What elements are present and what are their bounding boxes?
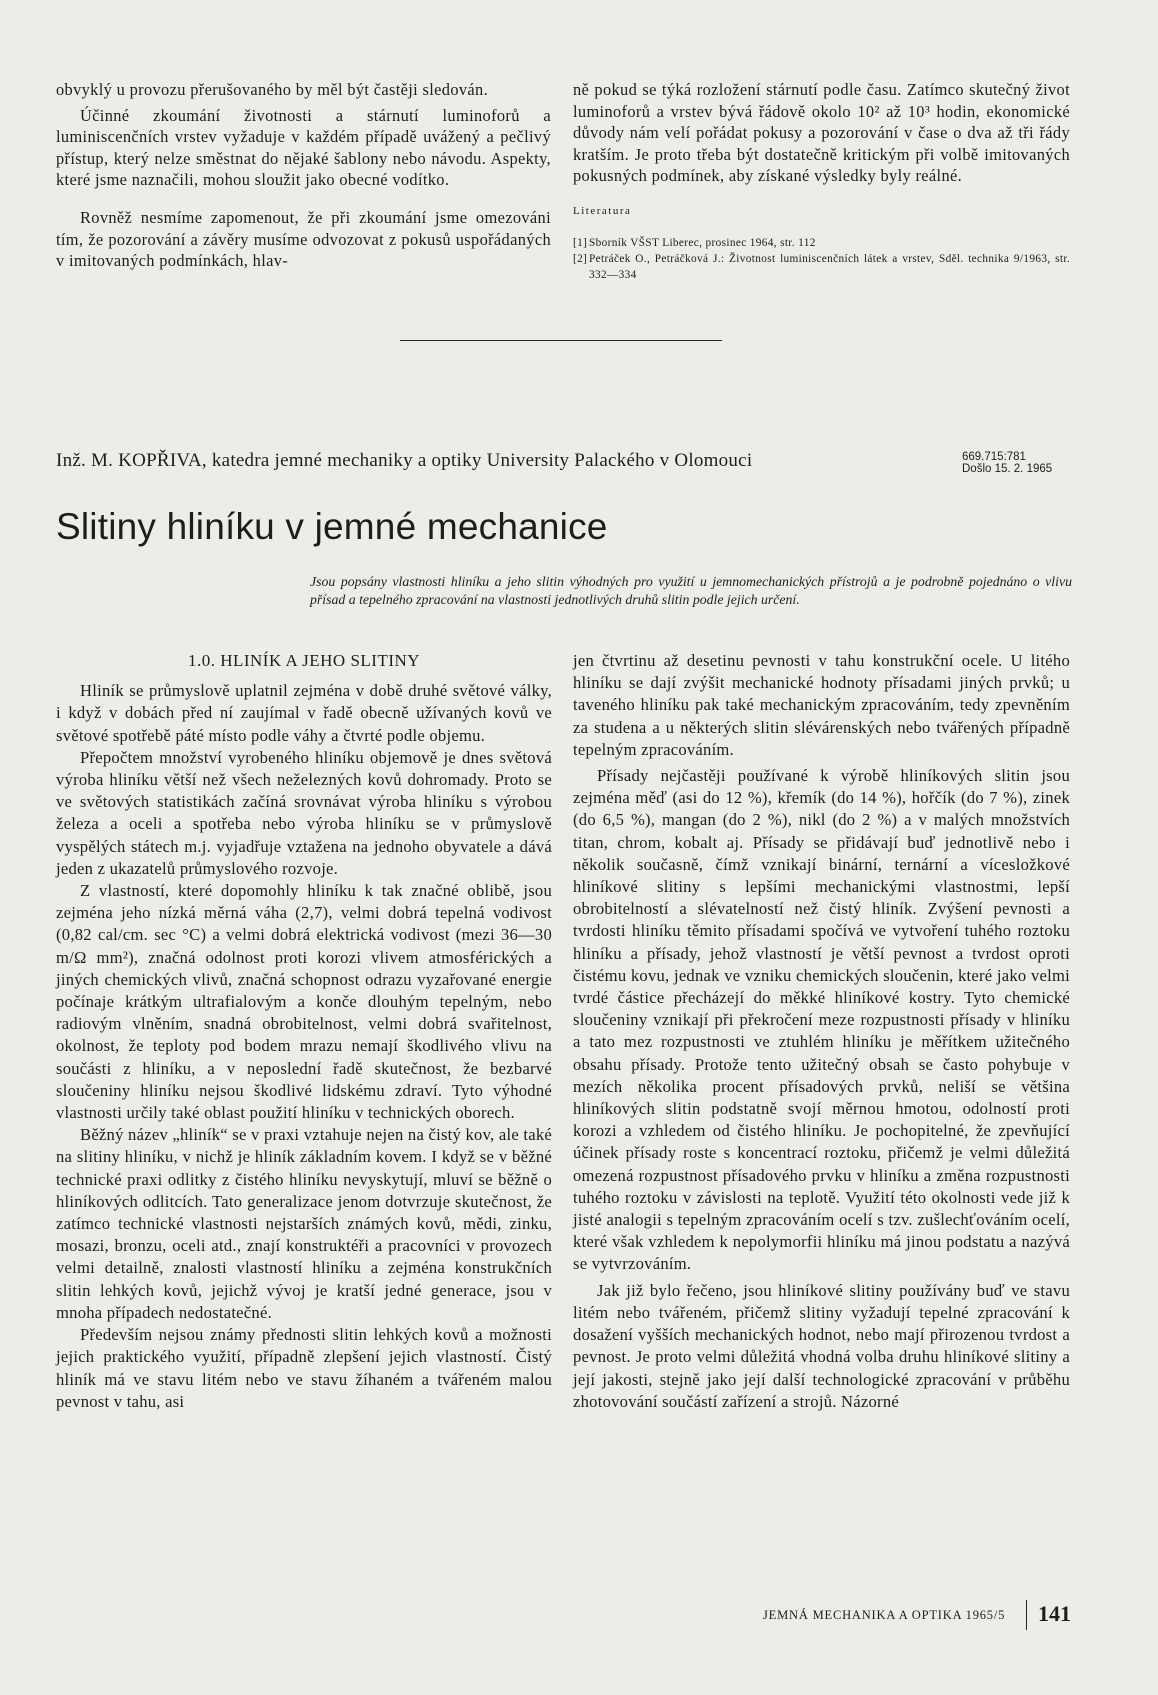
paragraph: Jak již bylo řečeno, jsou hliníkové slitiny používány buď ve stavu litém nebo tvářeném, přičemž slitiny vyžadují tepelné zpracování k dosažení vyšších mechanických hodnot, nebo mají přirozenou tvrdost a pevnost. Je proto velmi důležitá vhodná volba druhu hliníkové slitiny a její jakosti, stejně jako její další technologické zpracování v průběhu zhotovování součástí zařízení a strojů. Názorné bbox=[573, 1280, 1070, 1411]
article-left-column bbox=[56, 650, 552, 1413]
top-left-column bbox=[56, 79, 551, 272]
footer-divider bbox=[1026, 1600, 1027, 1630]
literature-heading: Literatura bbox=[573, 204, 632, 217]
journal-footer: JEMNÁ MECHANIKA A OPTIKA 1965/5 bbox=[763, 1608, 1006, 1622]
article-right-column bbox=[573, 650, 1070, 1413]
paragraph: jen čtvrtinu až desetinu pevnosti v tahu konstrukční ocele. U litého hliníku se dají zvýšit mechanické hodnoty přísadami jiných prvků; u taveného hliníku pak také mechanickým zpracováním, tedy zpevněním za studena a u některých slitin slévárenských nebo tvářených případně tepelným zpracováním. bbox=[573, 651, 1070, 759]
literature-item-number: [2] bbox=[573, 252, 588, 265]
paragraph-text: ně pokud se týká rozložení stárnutí podle času. Zatímco skutečný život luminoforů a vrstev bývá řádově okolo 10² až 10³ hodin, ekonomické důvody nám velí pořádat pokusy a pozorování v čase o dva až tři řády kratším. Je proto třeba být dostatečně kritickým při volbě imitovaných pokusných podmínek, aby získané výsledky byly reálné. bbox=[573, 80, 1070, 186]
section-heading: 1.0. HLINÍK A JEHO SLITINY bbox=[187, 651, 421, 670]
section-divider bbox=[400, 340, 722, 341]
literature-item-text: Sborník VŠST Liberec, prosinec 1964, str. 112 bbox=[589, 236, 816, 249]
article-title: Slitiny hliníku v jemné mechanice bbox=[56, 506, 608, 547]
paragraph: Především nejsou známy přednosti slitin lehkých kovů a možnosti jejich praktického využití, případně zlepšení jejich vlastností. Čistý hliník má ve stavu litém nebo ve stavu žíhaném a tvářeném malou pevnost v tahu, asi bbox=[56, 1325, 552, 1411]
paragraph: Přepočtem množství vyrobeného hliníku objemově je dnes světová výroba hliníku větší než všech neželezných kovů dohromady. Proto se ve světových statistikách začíná srovnávat výroba hliníku s výrobou železa a oceli a spotřeba nebo výroba hliníku se v průmyslově vyspělých státech m.j. vyjadřuje vztažena na jednoho obyvatele a dává jeden z ukazatelů průmyslového rozvoje. bbox=[56, 747, 552, 878]
article-abstract: Jsou popsány vlastnosti hliníku a jeho slitin výhodných pro využití u jemnomechanických přístrojů a je podrobně pojednáno o vlivu přísad a tepelného zpracování na vlastnosti jednotlivých druhů slitin podle jejich určení. bbox=[310, 574, 1072, 607]
paragraph: Přísady nejčastěji používané k výrobě hliníkových slitin jsou zejména měď (asi do 12 %), křemík (do 14 %), hořčík (do 7 %), zinek (do 6,5 %), mangan (do 2 %), nikl (do 2 %) a v malých množstvích titan, chrom, kobalt aj. Přísady se přidávají buď jednotlivě nebo i několik současně, čímž vznikají binární, ternární a vícesložkové hliníkové slitiny s lepšími mechanickými vlastnostmi, lepší obrobitelností a slévatelností než čistý hliník. Zvýšení pevnosti a tvrdosti hliníku těmito přísadami spočívá ve vytvoření tuhého roztoku hliníku a přísady, jehož vlastností je větší pevnost a tvrdost oproti čistému kovu, jednak ve vzniku chemických sloučenin, které jako velmi tvrdé částice přecházejí do měkké hliníkové kostry. Tyto chemické sloučeniny vznikají při překročení meze rozpustnosti přísady v hliníku a tato mez rozpustnosti ve ztuhlém hliníku je měřítkem užitečného obsahu přísady. Protože tento užitečný obsah se často pohybuje v mezích několika procent přísadových prvků, neliší se většina hliníkových slitin podstatně svojí měrnou hmotou, odolností proti korozi a vzhledem od čistého hliníku. Je pochopitelné, že zpevňující účinek přísady roste s koncentrací roztoku, přičemž je velmi důležitá omezená rozpustnost přísadového prvku v hliníku a změna rozpustnosti tuhého roztoku v závislosti na teplotě. Využití této okolnosti vede již k jisté analogii s tepelným zpracováním ocelí s tzv. zušlechťováním ocelí, které však vzhledem k nepolymorfii hliníku má jinou podstatu a nazývá se vytvrzováním. bbox=[573, 766, 1070, 1274]
top-right-column bbox=[573, 79, 1070, 283]
received-date: Došlo 15. 2. 1965 bbox=[962, 463, 1053, 475]
paragraph bbox=[573, 79, 1070, 187]
paragraph: Rovněž nesmíme zapomenout, že při zkoumání jsme omezováni tím, že pozorování a závěry musíme odvozovat z pokusů uspořádaných v imitovaných podmínkách, hlav- bbox=[56, 207, 551, 271]
paragraph: Z vlastností, které dopomohly hliníku k tak značné oblibě, jsou zejména jeho nízká měrná váha (2,7), velmi dobrá tepelná vodivost (0,82 cal/cm. sec °C) a velmi dobrá elektrická vodivost (mezi 36—30 m/Ω mm²), značná odolnost proti korozi vlivem atmosférických a jiných chemických vlivů, značná schopnost odrazu vyzařované energie počínaje krátkým ultrafialovým a konče dlouhým tepelným, nebo radiovým vlněním, snadná obrobitelnost, velmi dobrá svařitelnost, okolnost, že teploty pod bodem mrazu nemají škodlivého vlivu na součásti z hliníku, a v neposlední řadě skutečnost, že bezbarvé sloučeniny hliníku nejsou škodlivé lidskému zdraví. Tyto výhodné vlastnosti určily také oblast použití hliníku v technických oborech. bbox=[56, 881, 552, 1123]
page-number: 141 bbox=[1038, 1601, 1071, 1626]
literature-item-text: Petráček O., Petráčková J.: Životnost luminiscenčních látek a vrstev, Sděl. technika 9/1963, str. 332—334 bbox=[589, 252, 1070, 281]
literature-item bbox=[573, 251, 1070, 283]
paragraph: Hliník se průmyslově uplatnil zejména v době druhé světové války, i když v dobách před ní zaujímal v řadě obecně užívaných kovů ve světové spotřebě páté místo podle váhy a čtvrté podle objemu. bbox=[56, 681, 552, 745]
paragraph: Běžný název „hliník“ se v praxi vztahuje nejen na čistý kov, ale také na slitiny hliníku, v nichž je hliník základním kovem. I když se v běžné technické praxi odlitky z čistého hliníku nevyskytují, mluví se běžně o hliníkových odlitcích. Tato generalizace jenom dotvrzuje skutečnost, že zatímco technické vlastnosti nejstarších známých kovů, mědi, zinku, mosazi, bronzu, oceli atd., znají konstruktéři a pracovníci v provozech velmi detailně, znalosti vlastností hliníku a zejména konstrukčních slitin lehkých kovů, jejichž vývoj je kratší jedné generace, jsou v mnoha případech nedostatečné. bbox=[56, 1125, 552, 1322]
literature-list bbox=[573, 235, 1070, 283]
udc-code bbox=[962, 451, 1052, 475]
paragraph: Účinné zkoumání životnosti a stárnutí luminoforů a luminiscenčních vrstev vyžaduje v každém případě uvážený a pečlivý přístup, který nelze směstnat do nějaké šablony nebo návodu. Aspekty, které jsme naznačili, mohou sloužit jako obecné vodítko. bbox=[56, 105, 551, 190]
author-line: Inž. M. KOPŘIVA, katedra jemné mechaniky a optiky University Palackého v Olomouci bbox=[56, 450, 753, 471]
literature-item bbox=[573, 235, 1070, 251]
paragraph: obvyklý u provozu přerušovaného by měl být častěji sledován. bbox=[56, 80, 489, 99]
literature-item-number: [1] bbox=[573, 236, 588, 249]
udc-number: 669.715:781 bbox=[962, 451, 1026, 463]
